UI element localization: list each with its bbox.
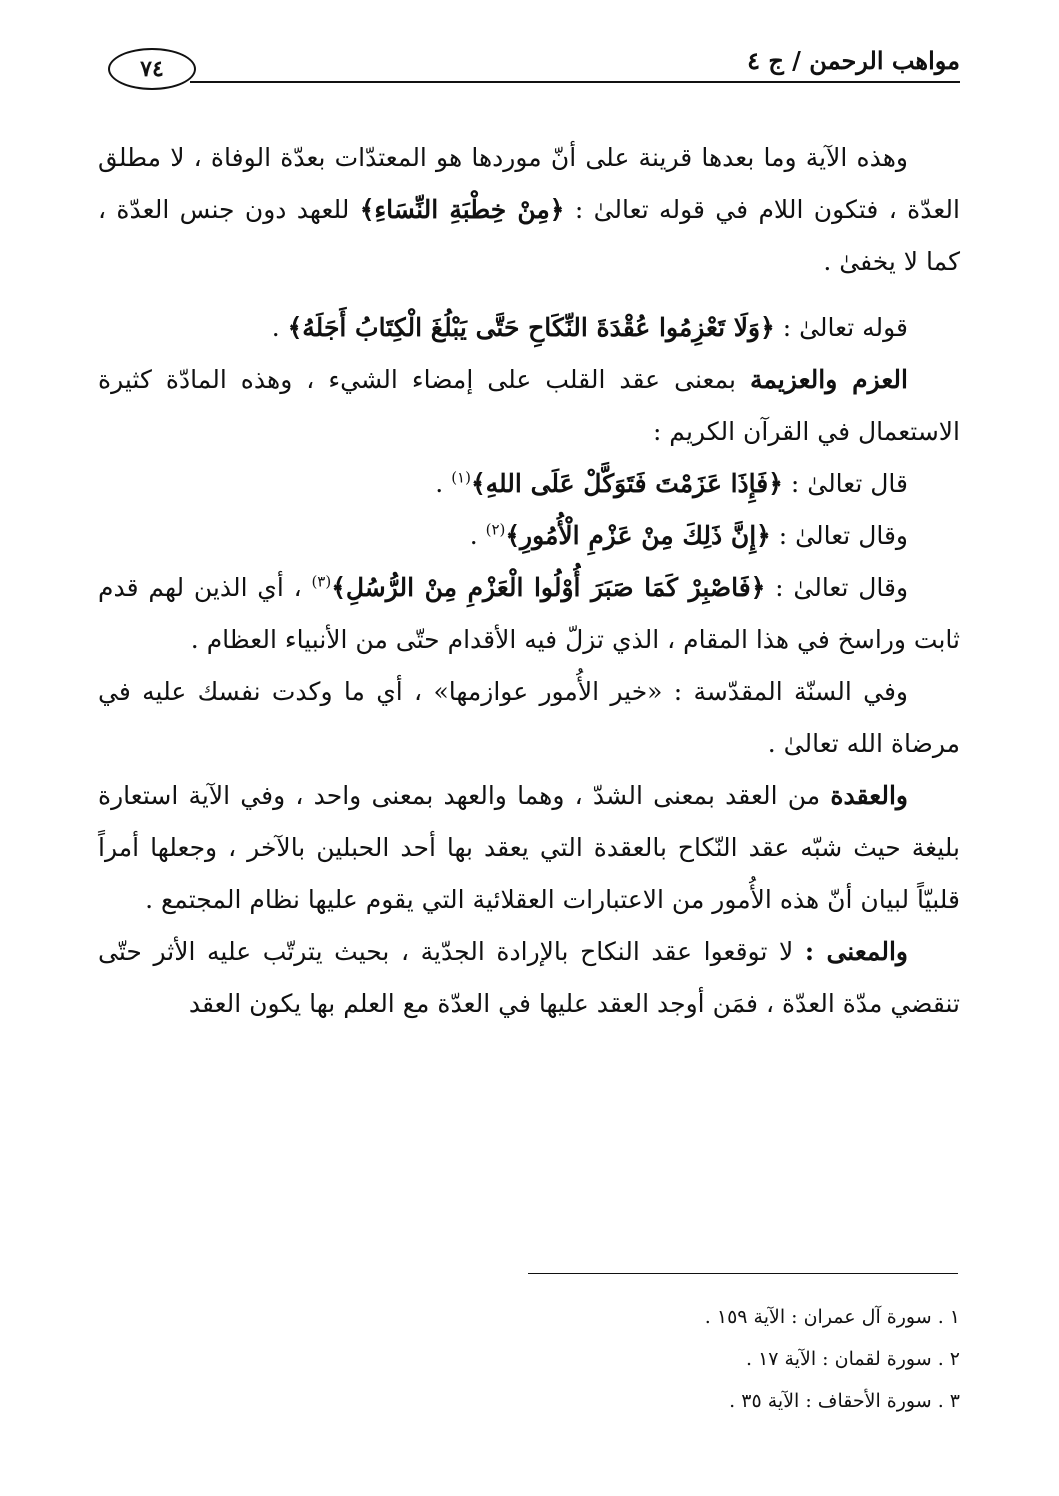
quran-verse: ﴿فَاصْبِرْ كَمَا صَبَرَ أُوْلُوا الْعَزْمِ مِنْ الرُّسُلِ﴾ — [331, 573, 766, 602]
footnote-ref: (٣) — [311, 572, 332, 591]
paragraph-text: . — [435, 469, 444, 498]
paragraph — [98, 666, 960, 770]
defined-term: والمعنى : — [804, 937, 908, 966]
verse-heading — [98, 302, 960, 354]
paragraph-text: ، أي الذين لهم قدم ثابت وراسخ في هذا المقام ، الذي تزلّ فيه الأقدام حتّى من الأنبياء العظام . — [98, 573, 960, 654]
footnote: ١ . سورة آل عمران : الآية ١٥٩ . — [704, 1306, 960, 1328]
paragraph-text: . — [271, 313, 280, 342]
paragraph — [98, 770, 960, 926]
quote-line — [98, 458, 960, 510]
page-number: ٧٤ — [108, 48, 196, 90]
footnote-ref: (٢) — [485, 520, 506, 539]
defined-term: والعقدة — [830, 781, 908, 810]
paragraph-text: لا توقعوا عقد النكاح بالإرادة الجدّية ، بحيث يترتّب عليه الأثر حتّى تنقضي مدّة العدّة ، فمَن أوجد العقد عليها في العدّة مع العلم بها يكون العقد — [98, 937, 960, 1018]
paragraph-text: بمعنى عقد القلب على إمضاء الشيء ، وهذه المادّة كثيرة الاستعمال في القرآن الكريم : — [98, 365, 960, 446]
paragraph — [98, 926, 960, 1030]
paragraph-text: وهذه الآية وما بعدها قرينة على أنّ موردها هو المعتدّات بعدّة الوفاة ، لا مطلق العدّة ، فتكون اللام في قوله تعالىٰ : — [98, 143, 960, 224]
quran-verse: ﴿فَإِذَا عَزَمْتَ فَتَوَكَّلْ عَلَى اللهِ﴾ — [470, 469, 783, 498]
footnotes — [500, 1296, 960, 1422]
paragraph — [98, 354, 960, 458]
paragraph-text: قوله تعالىٰ : — [782, 313, 908, 342]
quran-verse: ﴿مِنْ خِطْبَةِ النِّسَاءِ﴾ — [359, 195, 565, 224]
running-title: مواهب الرحمن / ج ٤ — [747, 46, 960, 75]
quran-verse: ﴿وَلَا تَعْزِمُوا عُقْدَةَ النِّكَاحِ حَتَّى يَبْلُغَ الْكِتَابُ أَجَلَهُ﴾ — [287, 313, 775, 342]
paragraph — [98, 132, 960, 288]
quote-line — [98, 562, 960, 666]
footnote-separator — [528, 1273, 958, 1274]
footnote: ٣ . سورة الأحقاف : الآية ٣٥ . — [729, 1390, 960, 1412]
paragraph-text: وفي السنّة المقدّسة : «خير الأُمور عوازمها» ، أي ما وكدت نفسك عليه في مرضاة الله تعالىٰ . — [98, 677, 960, 758]
quran-verse: ﴿إِنَّ ذَلِكَ مِنْ عَزْمِ الْأُمُورِ﴾ — [505, 521, 771, 550]
paragraph-text: من العقد بمعنى الشدّ ، وهما والعهد بمعنى واحد ، وفي الآية استعارة بليغة حيث شبّه عقد النّكاح بالعقدة التي يعقد بها أحد الحبلين بالآخر ، وجعلها أمراً قلبيّاً لبيان أنّ هذه الأُمور من الاعتبارات العقلائية التي يقوم عليها نظام المجتمع . — [98, 781, 960, 914]
body-text — [98, 132, 960, 1030]
paragraph-text: وقال تعالىٰ : — [778, 521, 908, 550]
paragraph-text: وقال تعالىٰ : — [775, 573, 909, 602]
quote-line — [98, 510, 960, 562]
page-header — [98, 40, 960, 92]
footnote-ref: (١) — [451, 468, 471, 487]
paragraph-text: قال تعالىٰ : — [790, 469, 908, 498]
paragraph-text: للعهد دون جنس العدّة ، كما لا يخفىٰ . — [98, 195, 960, 276]
header-rule — [190, 81, 960, 83]
footnote: ٢ . سورة لقمان : الآية ١٧ . — [746, 1348, 960, 1370]
defined-term: العزم والعزيمة — [750, 365, 908, 394]
paragraph-text: . — [469, 521, 478, 550]
